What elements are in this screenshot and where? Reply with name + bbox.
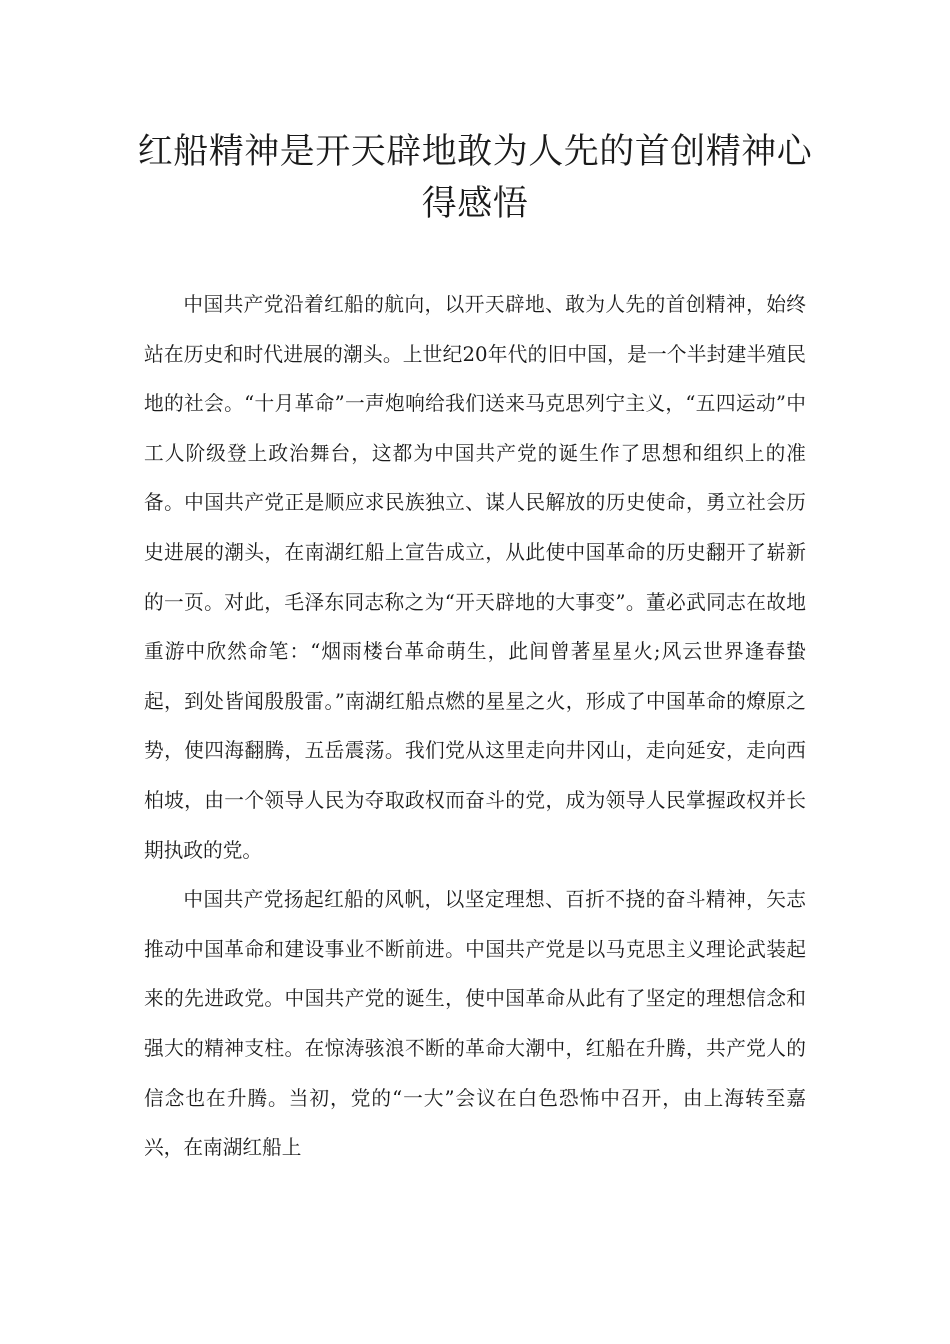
document-title: 红船精神是开天辟地敢为人先的首创精神心得感悟 <box>137 132 813 224</box>
paragraph: 中国共产党沿着红船的航向，以开天辟地、敢为人先的首创精神，始终站在历史和时代进展的潮头。上世纪20年代的旧中国，是一个半封建半殖民地的社会。“十月革命”一声炮响给我们送来马克思列宁主义，“五四运动”中工人阶级登上政治舞台，这都为中国共产党的诞生作了思想和组织上的准备。中国共产党正是顺应求民族独立、谋人民解放的历史使命，勇立社会历史进展的潮头，在南湖红船上宣告成立，从此使中国革命的历史翻开了崭新的一页。对此，毛泽东同志称之为“开天辟地的大事变”。董必武同志在故地重游中欣然命笔：“烟雨楼台革命萌生，此间曾著星星火;风云世界逢春蛰起，到处皆闻殷殷雷。”南湖红船点燃的星星之火，形成了中国革命的燎原之势，使四海翻腾，五岳震荡。我们党从这里走向井冈山，走向延安，走向西柏坡，由一个领导人民为夺取政权而奋斗的党，成为领导人民掌握政权并长期执政的党。 <box>144 293 806 862</box>
document-body <box>144 280 806 1173</box>
paragraph: 中国共产党扬起红船的风帆，以坚定理想、百折不挠的奋斗精神，矢志推动中国革命和建设事业不断前进。中国共产党是以马克思主义理论武装起来的先进政党。中国共产党的诞生，使中国革命从此有了坚定的理想信念和强大的精神支柱。在惊涛骇浪不断的革命大潮中，红船在升腾，共产党人的信念也在升腾。当初，党的“一大”会议在白色恐怖中召开，由上海转至嘉兴，在南湖红船上 <box>144 888 806 1160</box>
